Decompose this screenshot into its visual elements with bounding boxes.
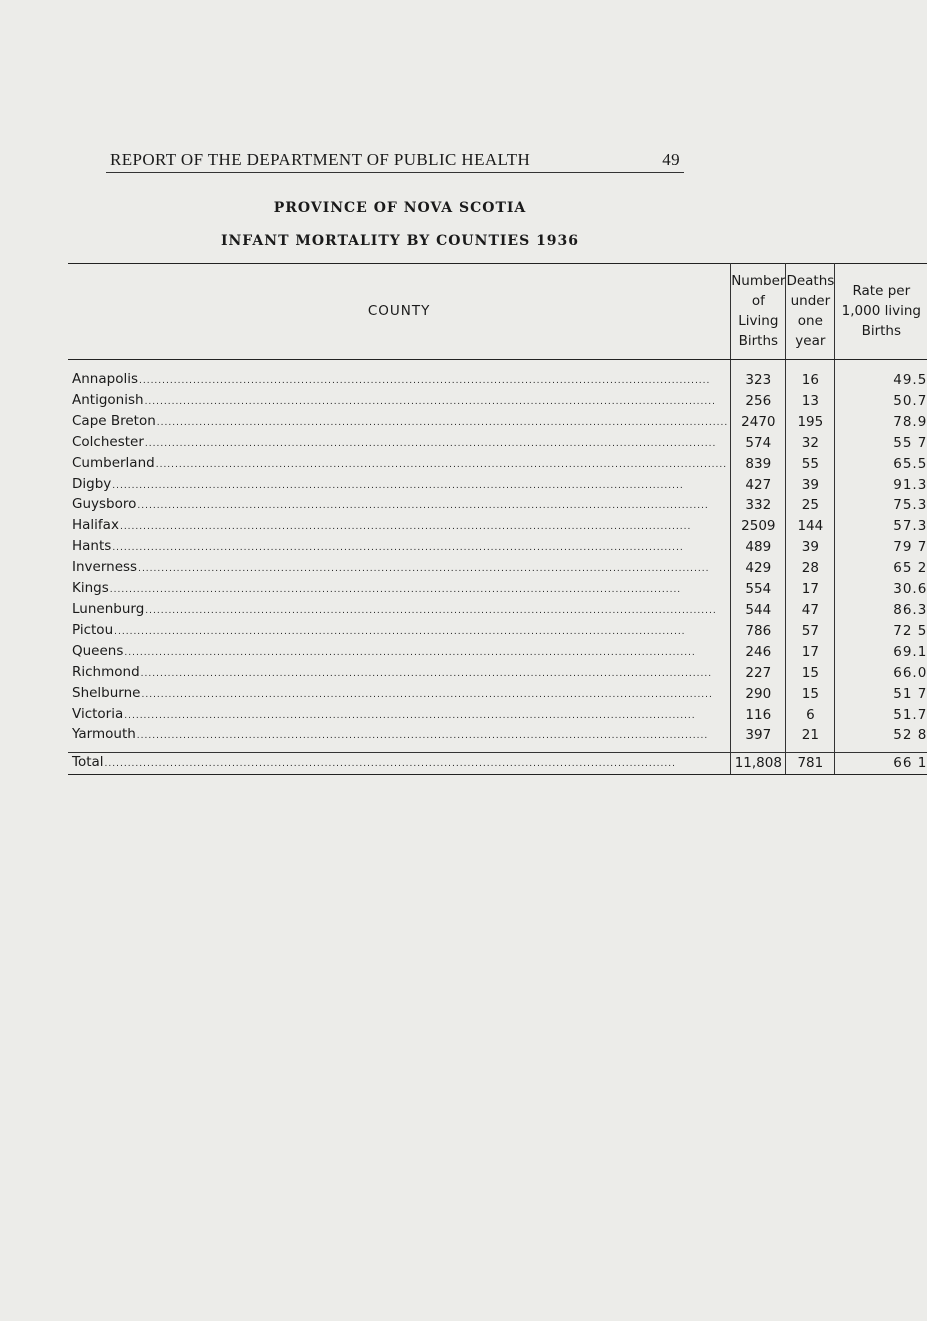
header-rate-line: 1,000 living <box>841 303 921 319</box>
county-cell <box>68 495 731 516</box>
rate-cell <box>835 558 927 579</box>
deaths-cell: 781 <box>786 753 835 775</box>
rate-cell <box>835 663 927 684</box>
header-rate-line: Rate per <box>852 283 911 299</box>
deaths-cell: 15 <box>786 684 835 705</box>
rate-value: 52 8 <box>893 727 927 744</box>
table-row <box>68 433 927 454</box>
births-cell: 323 <box>731 360 786 391</box>
births-cell: 2509 <box>731 516 786 537</box>
county-cell <box>68 537 731 558</box>
header-deaths-line: Deaths <box>786 273 835 289</box>
deaths-cell: 57 <box>786 621 835 642</box>
table-row <box>68 600 927 621</box>
rate-value: 72 5 <box>893 622 927 639</box>
leader-dots <box>114 623 728 642</box>
table-row <box>68 705 927 726</box>
county-name: Total <box>72 754 104 771</box>
table-row <box>68 642 927 663</box>
leader-dots <box>120 518 728 537</box>
page-number: 49 <box>662 150 680 169</box>
county-name: Richmond <box>72 663 140 680</box>
leader-dots <box>141 665 729 684</box>
rate-value: 49.5 <box>893 372 927 388</box>
deaths-cell: 17 <box>786 642 835 663</box>
table-row <box>68 495 927 516</box>
deaths-cell: 25 <box>786 495 835 516</box>
table-row <box>68 558 927 579</box>
county-cell <box>68 516 731 537</box>
births-cell: 544 <box>731 600 786 621</box>
county-name: Inverness <box>72 559 138 576</box>
table-row <box>68 360 927 391</box>
county-name: Antigonish <box>72 391 144 408</box>
county-name: Hants <box>72 538 112 555</box>
leader-dots <box>137 497 728 516</box>
rate-value: 51 7 <box>893 685 927 702</box>
leader-dots <box>156 456 728 475</box>
rate-cell <box>835 475 927 496</box>
deaths-cell: 195 <box>786 412 835 433</box>
document-subtitle: INFANT MORTALITY BY COUNTIES 1936 <box>220 233 580 249</box>
births-cell: 116 <box>731 705 786 726</box>
rate-cell <box>835 495 927 516</box>
births-cell: 839 <box>731 454 786 475</box>
county-name: Halifax <box>72 517 119 534</box>
rate-value: 66.0 <box>893 664 927 681</box>
rate-cell <box>835 684 927 705</box>
rate-cell <box>835 621 927 642</box>
header-births <box>731 264 786 360</box>
table-row <box>68 516 927 537</box>
rate-value: 57.3 <box>893 518 927 535</box>
document-title: PROVINCE OF NOVA SCOTIA <box>273 200 527 216</box>
table-row <box>68 454 927 475</box>
rate-value: 78.9 <box>893 413 927 430</box>
county-cell <box>68 753 731 775</box>
births-cell: 2470 <box>731 412 786 433</box>
county-name: Digby <box>72 475 112 492</box>
table-row <box>68 475 927 496</box>
rate-cell <box>835 642 927 663</box>
header-births-line: Number of <box>731 273 786 309</box>
header-rule <box>106 172 684 173</box>
table-body <box>68 360 927 775</box>
county-name: Guysboro <box>72 496 137 513</box>
rate-cell <box>835 516 927 537</box>
county-cell <box>68 558 731 579</box>
table-row <box>68 725 927 746</box>
county-cell <box>68 663 731 684</box>
leader-dots <box>110 581 728 600</box>
births-cell: 11,808 <box>731 753 786 775</box>
rate-cell <box>835 725 927 746</box>
county-name: Cumberland <box>72 454 155 471</box>
leader-dots <box>105 755 729 774</box>
deaths-cell: 55 <box>786 454 835 475</box>
county-name: Queens <box>72 642 124 659</box>
county-cell <box>68 360 731 391</box>
rate-cell <box>835 537 927 558</box>
deaths-cell: 28 <box>786 558 835 579</box>
county-cell <box>68 705 731 726</box>
births-cell: 290 <box>731 684 786 705</box>
county-name: Colchester <box>72 433 144 450</box>
deaths-cell: 16 <box>786 360 835 391</box>
leader-dots <box>124 644 728 663</box>
county-name: Lunenburg <box>72 600 145 617</box>
births-cell: 554 <box>731 579 786 600</box>
leader-dots <box>141 686 728 705</box>
county-name: Yarmouth <box>72 726 136 743</box>
deaths-cell: 39 <box>786 475 835 496</box>
county-cell <box>68 433 731 454</box>
county-cell <box>68 412 731 433</box>
deaths-cell: 6 <box>786 705 835 726</box>
header-births-line: Living <box>738 313 779 329</box>
county-cell <box>68 725 731 746</box>
county-cell <box>68 621 731 642</box>
deaths-cell: 17 <box>786 579 835 600</box>
county-name: Shelburne <box>72 684 141 701</box>
leader-dots <box>112 539 728 558</box>
rate-cell <box>835 579 927 600</box>
county-name: Victoria <box>72 705 124 722</box>
deaths-cell: 21 <box>786 725 835 746</box>
header-births-line: Births <box>738 333 779 349</box>
deaths-cell: 15 <box>786 663 835 684</box>
leader-dots <box>145 602 728 621</box>
rate-value: 69.1 <box>893 643 927 660</box>
county-cell <box>68 454 731 475</box>
county-name: Cape Breton <box>72 412 156 429</box>
deaths-cell: 39 <box>786 537 835 558</box>
county-cell <box>68 475 731 496</box>
rate-cell <box>835 600 927 621</box>
county-name: Kings <box>72 580 109 597</box>
header-deaths <box>786 264 835 360</box>
rate-value: 66 1 <box>893 755 927 772</box>
rate-value: 79 7 <box>893 539 927 556</box>
rate-value: 51.7 <box>893 706 927 723</box>
rate-cell <box>835 433 927 454</box>
rate-cell <box>835 360 927 391</box>
table-row <box>68 684 927 705</box>
rate-value: 86.3 <box>893 601 927 618</box>
leader-dots <box>138 560 728 579</box>
deaths-cell: 13 <box>786 391 835 412</box>
births-cell: 786 <box>731 621 786 642</box>
report-title: REPORT OF THE DEPARTMENT OF PUBLIC HEALTH <box>110 150 531 169</box>
births-cell: 246 <box>731 642 786 663</box>
deaths-cell: 32 <box>786 433 835 454</box>
births-cell: 256 <box>731 391 786 412</box>
table-row <box>68 663 927 684</box>
county-name: Pictou <box>72 621 114 638</box>
births-cell: 397 <box>731 725 786 746</box>
table-row <box>68 579 927 600</box>
header-rate <box>835 264 927 360</box>
rate-value: 55 7 <box>893 434 927 451</box>
rate-value: 50.7 <box>893 392 927 409</box>
rate-value: 91.3 <box>893 476 927 493</box>
rate-value: 65.5 <box>893 455 927 472</box>
header-deaths-line: one year <box>795 313 826 349</box>
leader-dots <box>145 435 728 454</box>
rate-value: 65 2 <box>893 560 927 577</box>
header-rate-line: Births <box>861 323 902 339</box>
table-row <box>68 537 927 558</box>
table-header-row <box>68 264 927 360</box>
county-cell <box>68 600 731 621</box>
births-cell: 429 <box>731 558 786 579</box>
infant-mortality-table <box>68 263 927 775</box>
county-cell <box>68 579 731 600</box>
births-cell: 227 <box>731 663 786 684</box>
births-cell: 332 <box>731 495 786 516</box>
leader-dots <box>145 393 729 412</box>
rate-value: 75.3 <box>893 497 927 514</box>
leader-dots <box>139 372 728 391</box>
deaths-cell: 47 <box>786 600 835 621</box>
county-name: Annapolis <box>72 371 138 387</box>
table-row <box>68 412 927 433</box>
header-deaths-line: under <box>790 293 831 309</box>
table-row <box>68 391 927 412</box>
leader-dots <box>112 477 728 496</box>
leader-dots <box>137 727 728 746</box>
county-cell <box>68 642 731 663</box>
rate-cell <box>835 705 927 726</box>
rate-value: 30.6 <box>893 581 927 598</box>
rate-cell <box>835 391 927 412</box>
rate-cell <box>835 454 927 475</box>
rate-cell <box>835 412 927 433</box>
leader-dots <box>124 707 728 726</box>
header-county: COUNTY <box>68 264 731 360</box>
county-cell <box>68 684 731 705</box>
leader-dots <box>157 414 728 433</box>
births-cell: 489 <box>731 537 786 558</box>
births-cell: 574 <box>731 433 786 454</box>
deaths-cell: 144 <box>786 516 835 537</box>
total-row <box>68 753 927 775</box>
births-cell: 427 <box>731 475 786 496</box>
county-cell <box>68 391 731 412</box>
rate-cell <box>835 753 927 775</box>
table-row <box>68 621 927 642</box>
